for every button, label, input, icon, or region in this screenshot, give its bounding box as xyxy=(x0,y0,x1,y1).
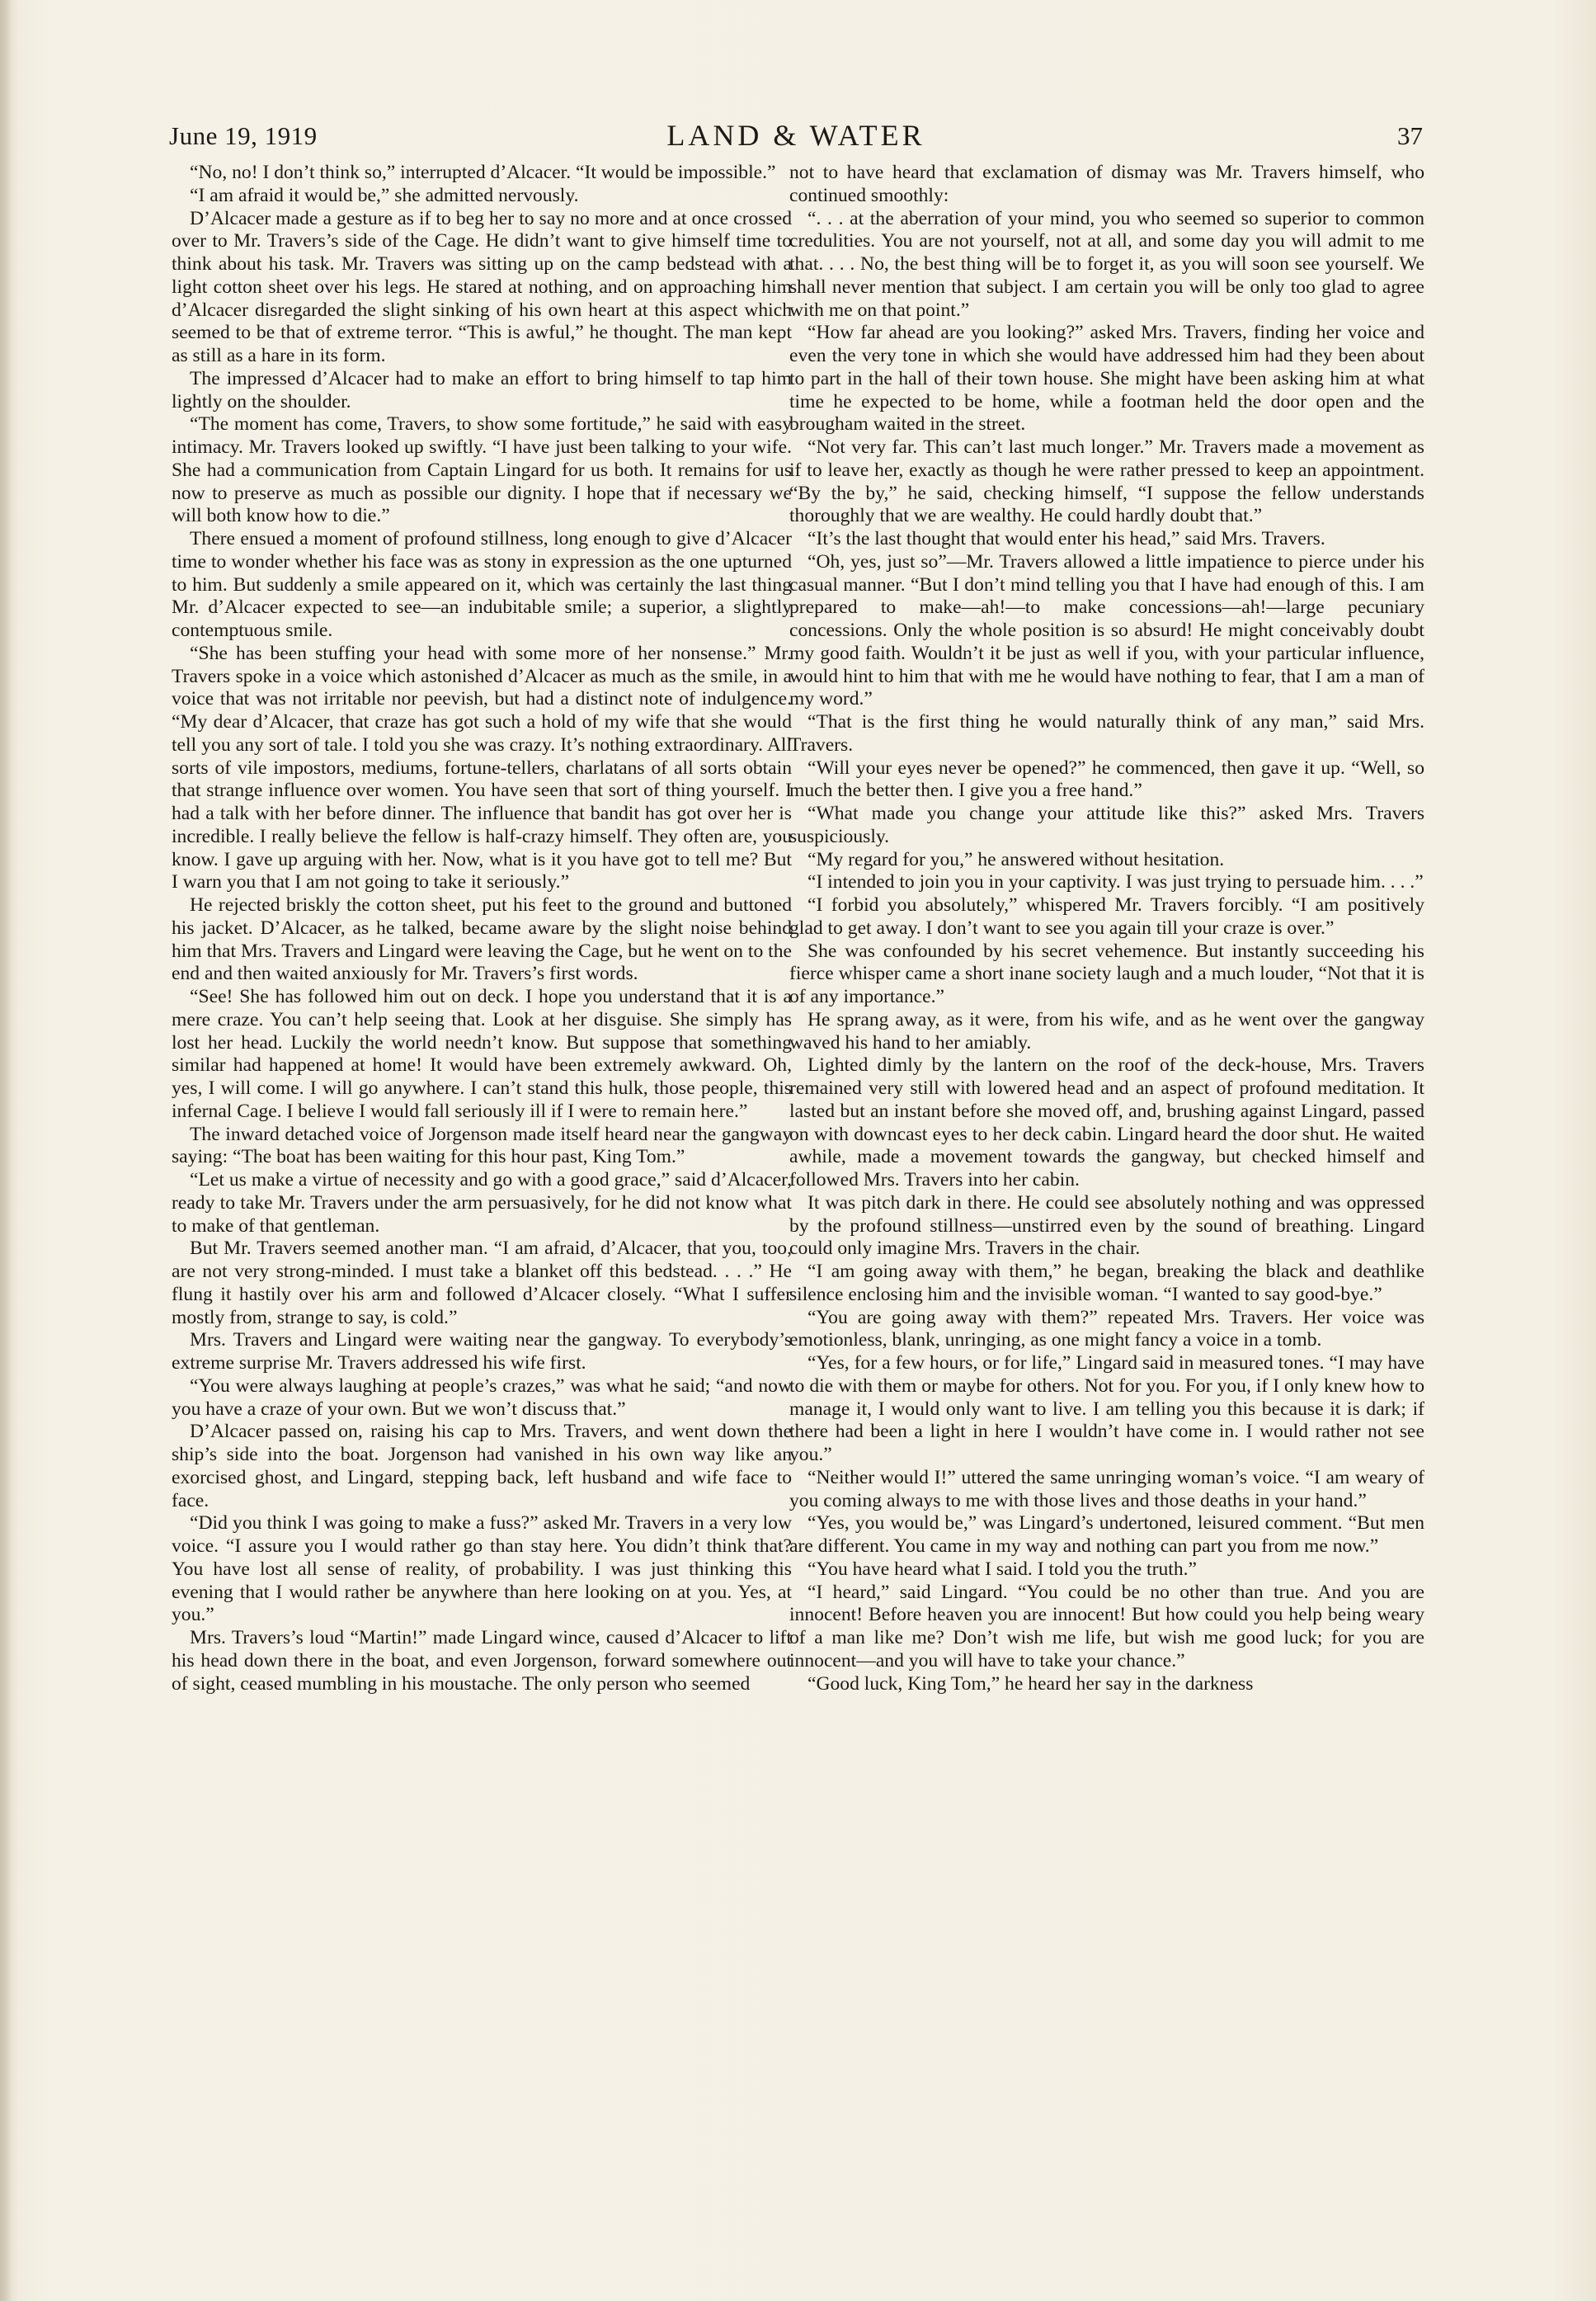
paragraph: “That is the first thing he would naturally think of any man,” said Mrs. Travers. xyxy=(789,711,1424,756)
paragraph: Mrs. Travers and Lingard were waiting near the gangway. To everybody’s extreme surprise Mr. Travers addressed his wife first. xyxy=(172,1329,792,1374)
paragraph: “I forbid you absolutely,” whispered Mr. Travers forcibly. “I am positively glad to get away. I don’t want to see you again till your craze is over.” xyxy=(789,894,1424,939)
paragraph: “My regard for you,” he answered without hesitation. xyxy=(807,848,1225,870)
paragraph: Lighted dimly by the lantern on the roof of the deck-house, Mrs. Travers remained very still with lowered head and an aspect of profound meditation. It lasted but an instant before she moved off, and, brushing against Lingard, passed on with downcast eyes to her deck cabin. Lingard heard the door shut. He waited awhile, made a movement towards the gangway, but checked himself and followed Mrs. Travers into her cabin. xyxy=(789,1054,1424,1191)
paragraph: Mrs. Travers’s loud “Martin!” made Lingard wince, caused d’Alcacer to lift his head down there in the boat, and even Jorgenson, forward somewhere out of sight, ceased mumbling in his moustache. The only person who seemed xyxy=(172,1627,792,1695)
paragraph: D’Alcacer passed on, raising his cap to Mrs. Travers, and went down the ship’s side into the boat. Jorgenson had vanished in his own way like an exorcised ghost, and Lingard, stepping back, left husband and wife face to face. xyxy=(172,1421,792,1511)
page-header xyxy=(169,118,1423,159)
paragraph: “What made you change your attitude like this?” asked Mrs. Travers suspiciously. xyxy=(789,803,1424,847)
paragraph: “No, no! I don’t think so,” interrupted d’Alcacer. “It would be impossible.” xyxy=(190,162,776,183)
paragraph: There ensued a moment of profound stillness, long enough to give d’Alcacer time to wonder whether his face was as stony in expression as the one upturned to him. But suddenly a smile appeared on it, which was certainly the last thing Mr. d’Alcacer expected to see—an indubitable smile; a superior, a slightly contemptuous smile. xyxy=(172,528,792,641)
paragraph: “How far ahead are you looking?” asked Mrs. Travers, finding her voice and even the very tone in which she would have addressed him had they been about to part in the hall of their town house. She might have been asking him at what time he expected to be home, while a footman held the door open and the brougham waited in the street. xyxy=(789,322,1424,436)
paragraph: “See! She has followed him out on deck. I hope you understand that it is a mere craze. You can’t help seeing that. Look at her disguise. She simply has lost her head. Luckily the world needn’t know. But suppose that something similar had happened at home! It would have been extremely awkward. Oh, yes, I will come. I will go anywhere. I can’t stand this hulk, those people, this infernal Cage. I believe I would fall seriously ill if I were to remain here.” xyxy=(172,986,792,1122)
paragraph: “Will your eyes never be opened?” he commenced, then gave it up. “Well, so much the better then. I give you a free hand.” xyxy=(789,757,1424,802)
paragraph: He sprang away, as it were, from his wife, and as he went over the gangway waved his hand to her amiably. xyxy=(789,1008,1424,1054)
paragraph: “It’s the last thought that would enter his head,” said Mrs. Travers. xyxy=(807,528,1325,549)
paragraph: “Yes, for a few hours, or for life,” Lingard said in measured tones. “I may have to die with them or maybe for others. Not for you. For you, if I only knew how to manage it, I would only want to live. I am telling you this because it is dark; if there had been a light in here I wouldn’t have come in. I would rather not see you.” xyxy=(789,1352,1424,1465)
publication-title: LAND & WATER xyxy=(666,119,925,152)
paragraph: “Good luck, King Tom,” he heard her say in the darkness xyxy=(807,1672,1254,1695)
paragraph: “I heard,” said Lingard. “You could be no other than true. And you are innocent! Before heaven you are innocent! But how could you help being weary of a man like me? Don’t wish me life, but wish me good luck; for you are innocent—and you will have to take your chance.” xyxy=(789,1581,1424,1672)
paragraph: He rejected briskly the cotton sheet, put his feet to the ground and buttoned his jacket. D’Alcacer, as he talked, became aware by the slight noise behind him that Mrs. Travers and Lingard were leaving the Cage, but he went on to the end and then waited anxiously for Mr. Travers’s first words. xyxy=(172,894,792,985)
paragraph: “I am going away with them,” he began, breaking the black and deathlike silence enclosing him and the invisible woman. “I wanted to say good-bye.” xyxy=(789,1261,1424,1305)
issue-date: June 19, 1919 xyxy=(169,121,318,150)
paragraph: But Mr. Travers seemed another man. “I am afraid, d’Alcacer, that you, too, are not very strong-minded. I must take a blanket off this bedstead. . . .” He flung it hastily over his arm and followed d’Alcacer closely. “What I suffer mostly from, strange to say, is cold.” xyxy=(172,1238,792,1328)
page-number: 37 xyxy=(1397,121,1423,150)
paragraph: “Yes, you would be,” was Lingard’s undertoned, leisured comment. “But men are different. You came in my way and nothing can part you from me now.” xyxy=(789,1512,1424,1557)
paragraph: “. . . at the aberration of your mind, you who seemed so superior to common credulities. You are not yourself, not at all, and some day you will admit to me that. . . . No, the best thing will be to forget it, as you will soon see yourself. We shall never mention that subject. I am certain you will be only too glad to agree with me on that point.” xyxy=(789,207,1424,321)
paragraph: “You have heard what I said. I told you the truth.” xyxy=(807,1558,1197,1580)
paragraph: “Not very far. This can’t last much longer.” Mr. Travers made a movement as if to leave her, exactly as though he were rather pressed to keep an appointment. “By the by,” he said, checking himself, “I suppose the fellow understands thoroughly that we are wealthy. He could hardly doubt that.” xyxy=(789,436,1424,527)
left-text-column xyxy=(172,162,792,2224)
paragraph: “Oh, yes, just so”—Mr. Travers allowed a little impatience to pierce under his casual manner. “But I don’t mind telling you that I have had enough of this. I am prepared to make—ah!—to make concessions—ah!—large pecuniary concessions. Only the whole position is so absurd! He might conceivably doubt my good faith. Wouldn’t it be just as well if you, with your particular influence, would hint to him that with me he would have nothing to fear, that I am a man of my word.” xyxy=(789,550,1424,710)
right-text-column xyxy=(789,162,1424,2224)
paragraph: “You were always laughing at people’s crazes,” was what he said; “and now you have a craze of your own. But we won’t discuss that.” xyxy=(172,1374,792,1420)
paragraph: She was confounded by his secret vehemence. But instantly succeeding his fierce whisper came a short inane society laugh and a much louder, “Not that it is of any importance.” xyxy=(789,940,1424,1007)
paragraph: “I intended to join you in your captivity. I was just trying to persuade him. . . .” xyxy=(807,871,1424,894)
paragraph: “The moment has come, Travers, to show some fortitude,” he said with easy intimacy. Mr. Travers looked up swiftly. “I have just been talking to your wife. She had a communication from Captain Lingard for us both. It remains for us now to preserve as much as possible our dignity. I hope that if necessary we will both know how to die.” xyxy=(172,413,792,527)
continued-paragraph: not to have heard that exclamation of dismay was Mr. Travers himself, who continued smoothly: xyxy=(789,162,1424,206)
paragraph: It was pitch dark in there. He could see absolutely nothing and was oppressed by the profound stillness—unstirred even by the sound of breathing. Lingard could only imagine Mrs. Travers in the chair. xyxy=(789,1191,1424,1260)
paragraph: The impressed d’Alcacer had to make an effort to bring himself to tap him lightly on the shoulder. xyxy=(172,367,792,413)
paragraph: D’Alcacer made a gesture as if to beg her to say no more and at once crossed over to Mr. Travers’s side of the Cage. He didn’t want to give himself time to think about his task. Mr. Travers was sitting up on the camp bedstead with a light cotton sheet over his legs. He stared at nothing, and on approaching him d’Alcacer disregarded the slight sinking of his own heart at this aspect which seemed to be that of extreme terror. “This is awful,” he thought. The man kept as still as a hare in its form. xyxy=(172,207,792,366)
paragraph: “I am afraid it would be,” she admitted nervously. xyxy=(190,184,579,206)
page-edge-shadow xyxy=(0,0,12,2301)
paragraph: “You are going away with them?” repeated Mrs. Travers. Her voice was emotionless, blank, unringing, as one might fancy a voice in a tomb. xyxy=(789,1306,1424,1351)
paragraph: “Did you think I was going to make a fuss?” asked Mr. Travers in a very low voice. “I assure you I would rather go than stay here. You didn’t think that? You have lost all sense of reality, of probability. I was just thinking this evening that I would rather be anywhere than here looking on at you. Yes, at you.” xyxy=(172,1512,792,1626)
paragraph: “Let us make a virtue of necessity and go with a good grace,” said d’Alcacer, ready to take Mr. Travers under the arm persuasively, for he did not know what to make of that gentleman. xyxy=(172,1169,792,1237)
paragraph: “Neither would I!” uttered the same unringing woman’s voice. “I am weary of you coming always to me with those lives and those deaths in your hand.” xyxy=(789,1466,1424,1511)
paragraph: The inward detached voice of Jorgenson made itself heard near the gangway saying: “The boat has been waiting for this hour past, King Tom.” xyxy=(172,1123,792,1168)
paragraph: “She has been stuffing your head with some more of her nonsense.” Mr. Travers spoke in a voice which astonished d’Alcacer as much as the smile, in a voice that was not irritable nor peevish, but had a distinct note of indulgence. “My dear d’Alcacer, that craze has got such a hold of my wife that she would tell you any sort of tale. I told you she was crazy. It’s nothing extraordinary. All sorts of vile impostors, mediums, fortune-tellers, charlatans of all sorts obtain that strange influence over women. You have seen that sort of thing yourself. I had a talk with her before dinner. The influence that bandit has got over her is incredible. I really believe the fellow is half-crazy himself. They often are, you know. I gave up arguing with her. Now, what is it you have got to tell me? But I warn you that I am not going to take it seriously.” xyxy=(172,642,792,894)
